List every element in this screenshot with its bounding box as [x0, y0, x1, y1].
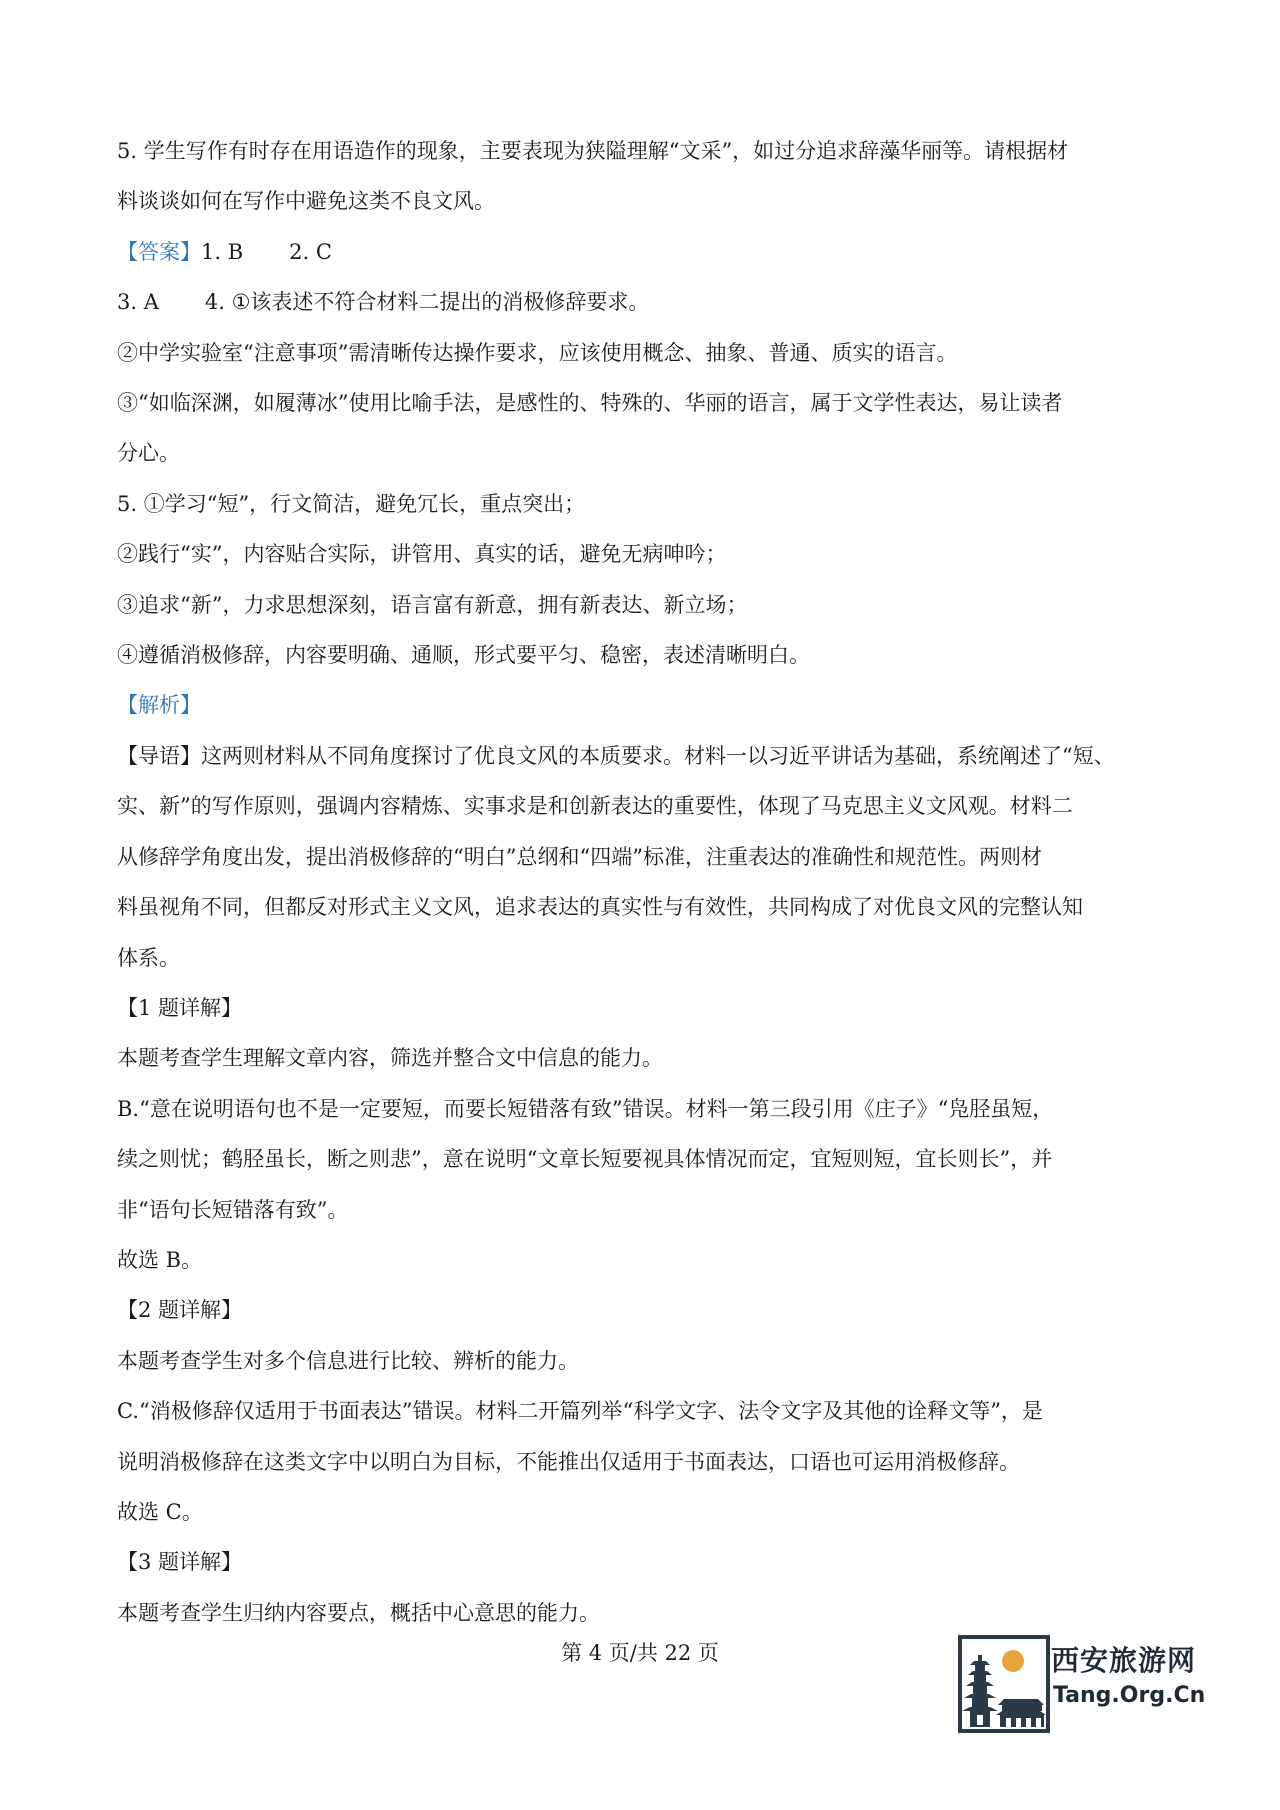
answer-5-line-3: ③追求“新”，力求思想深刻，语言富有新意，拥有新表达、新立场；	[117, 592, 748, 617]
intro-line-1: 【导语】这两则材料从不同角度探讨了优良文风的本质要求。材料一以习近平讲话为基础，系统阐述了“短、	[117, 743, 1115, 768]
answer-label: 【答案】	[117, 239, 201, 264]
detail-1-line-3: 续之则忧；鹤胫虽长，断之则悲”，意在说明“文章长短要视具体情况而定，宜短则短，宜长则长”，并	[117, 1147, 1053, 1172]
detail-1-line-2: B.“意在说明语句也不是一定要短，而要长短错落有致”错误。材料一第三段引用《庄子》“凫胫虽短，	[117, 1096, 1054, 1121]
detail-2-line-4: 故选 C。	[117, 1499, 203, 1524]
answer-5-line-1: 5. ①学习“短”，行文简洁，避免冗长，重点突出；	[117, 491, 586, 516]
watermark-title: 西安旅游网	[1051, 1644, 1197, 1677]
question-5-line-2: 料谈谈如何在写作中避免这类不良文风。	[117, 189, 495, 214]
answer-2: 2. C	[289, 239, 332, 264]
detail-2-line-3: 说明消极修辞在这类文字中以明白为目标，不能推出仅适用于书面表达，口语也可运用消极修辞。	[117, 1449, 1020, 1474]
watermark-url: Tang.Org.Cn	[1053, 1683, 1206, 1708]
detail-2-line-2: C.“消极修辞仅适用于书面表达”错误。材料二开篇列举“科学文字、法令文字及其他的诠释文等”，是	[117, 1399, 1043, 1424]
answer-4-line-2: ②中学实验室“注意事项”需清晰传达操作要求，应该使用概念、抽象、普通、质实的语言。	[117, 340, 958, 365]
answer-4-line-1: 4. ①该表述不符合材料二提出的消极修辞要求。	[204, 290, 650, 315]
detail-2-title: 【2 题详解】	[117, 1298, 243, 1323]
intro-line-5: 体系。	[117, 945, 180, 970]
intro-line-2: 实、新”的写作原则，强调内容精炼、实事求是和创新表达的重要性，体现了马克思主义文风观。材料二	[117, 794, 1073, 819]
detail-1-line-5: 故选 B。	[117, 1247, 203, 1272]
answer-row-2	[117, 277, 1167, 327]
detail-2-line-1: 本题考查学生对多个信息进行比较、辨析的能力。	[117, 1348, 579, 1373]
answer-3: 3. A	[117, 290, 159, 315]
answer-1: 1. B	[201, 239, 244, 264]
detail-1-line-1: 本题考查学生理解文章内容，筛选并整合文中信息的能力。	[117, 1046, 663, 1071]
watermark-logo	[958, 1635, 1208, 1733]
detail-3-line-1: 本题考查学生归纳内容要点，概括中心意思的能力。	[117, 1600, 600, 1625]
page-number: 第 4 页/共 22 页	[561, 1641, 719, 1665]
answer-5-line-2: ②践行“实”，内容贴合实际，讲管用、真实的话，避免无病呻吟；	[117, 542, 727, 567]
intro-line-4: 料虽视角不同，但都反对形式主义文风，追求表达的真实性与有效性，共同构成了对优良文风的完整认知	[117, 895, 1083, 920]
detail-3-title: 【3 题详解】	[117, 1550, 243, 1575]
detail-1-title: 【1 题详解】	[117, 995, 243, 1020]
document-body	[117, 126, 1167, 1638]
answer-4-line-3: ③“如临深渊，如履薄冰”使用比喻手法，是感性的、特殊的、华丽的语言，属于文学性表达，易让读者	[117, 391, 1063, 416]
analysis-label: 【解析】	[117, 693, 201, 718]
answer-4-line-4: 分心。	[117, 441, 180, 466]
pagoda-icon	[958, 1635, 1050, 1733]
answer-row-1	[117, 227, 1167, 277]
detail-1-line-4: 非“语句长短错落有致”。	[117, 1197, 349, 1222]
answer-5-line-4: ④遵循消极修辞，内容要明确、通顺，形式要平匀、稳密，表述清晰明白。	[117, 643, 810, 668]
question-5-line-1: 5. 学生写作有时存在用语造作的现象，主要表现为狭隘理解“文采”，如过分追求辞藻华丽等。请根据材	[117, 139, 1069, 163]
intro-line-3: 从修辞学角度出发，提出消极修辞的“明白”总纲和“四端”标准，注重表达的准确性和规范性。两则材	[117, 844, 1042, 869]
